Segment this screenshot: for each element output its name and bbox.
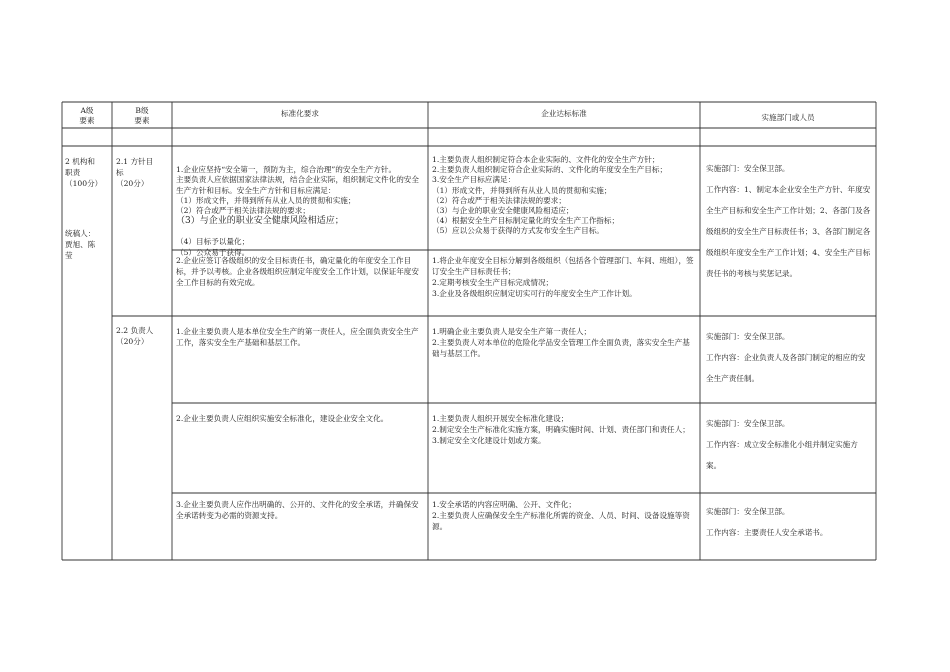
header-standard: 企业达标标准 <box>541 109 587 118</box>
requirement-highlight: （3）与企业的职业安全健康风险相适应； <box>176 216 344 227</box>
standard-2-2-1: 1.明确企业主要负责人是安全生产第一责任人； 2.主要负责人对本单位的危险化学品安全管理工作全面负责，落实安全生产基础与基层工作。 <box>432 327 690 358</box>
requirement-2-1-1 <box>176 155 424 257</box>
header-requirement: 标准化要求 <box>281 109 319 118</box>
standard-2-2-2: 1.主要负责人组织开展安全标准化建设； 2.制定安全生产标准化实施方案，明确实施时间、计划、责任部门和责任人； 3.制定安全文化建设计划或方案。 <box>432 414 690 445</box>
b-element-2-1: 2.1 方针目 标 （20分） <box>116 157 154 188</box>
department-2-1: 实施部门：安全保卫部。 工作内容：1、制定本企业安全生产方针、年度安全生产目标和安全生产工作计划；2、各部门及各级组织的安全生产目标责任书；3、各部门制定各级组织年度安全生产工作计划；4、安全生产目标责任书的考核与奖惩记录。 <box>706 164 871 278</box>
department-2-2-1: 实施部门：安全保卫部。 工作内容：企业负责人及各部门制定的相应的安全生产责任制。 <box>706 332 866 383</box>
requirement-2-2-2: 2.企业主要负责人应组织实施安全标准化，建设企业安全文化。 <box>176 414 389 423</box>
requirement-text: 1.企业应坚持“安全第一，预防为主，综合治理”的安全生产方针。 主要负责人应依据国家法律法规，结合企业实际，组织制定文件化的安全生产方针和目标。安全生产方针和目标应满足： （1）形成文件，并得到所有从业人员的贯彻和实施； （2）符合或严于相关法律法规的要求； <box>176 165 419 216</box>
header-a-level: A级 要素 <box>79 106 95 125</box>
standard-2-1-1: 1.主要负责人组织制定符合本企业实际的、文件化的安全生产方针； 2.主要负责人组织制定符合企业实际的、文件化的年度安全生产目标； 3.安全生产目标应满足： （1）形成文件，并得到所有从业人员的贯彻和实施； （2）符合或严于相关法律法规的要求； （3）与企业的职业安全健康风险相适应； （4）根据安全生产目标制定量化的安全生产工作指标； （5）应以公众易于获得的方式发布安全生产目标。 <box>432 155 668 236</box>
department-2-2-2: 实施部门：安全保卫部。 工作内容：成立安全标准化小组并制定实施方案。 <box>706 419 858 470</box>
header-b-level: B级 要素 <box>134 106 150 125</box>
a-element-name: 2 机构和 职责 （100分） <box>65 157 103 188</box>
department-2-2-3: 实施部门：安全保卫部。 工作内容：主要责任人安全承诺书。 <box>706 507 828 537</box>
standard-2-2-3: 1.安全承诺的内容应明确、公开、文件化； 2.主要负责人应确保安全生产标准化所需的资金、人员、时间、设备设施等资源。 <box>432 500 690 531</box>
a-element-editors: 统稿人： 贾旭、陈 莹 <box>65 229 96 260</box>
requirement-tail: （4）目标予以量化； （5）公众易于获得。 <box>176 237 250 257</box>
requirement-2-2-3: 3.企业主要负责人应作出明确的、公开的、文件化的安全承诺，并确保安全承诺转变为必需的资源支持。 <box>176 500 419 520</box>
requirement-2-1-2: 2.企业应签订各级组织的安全目标责任书，确定量化的年度安全工作目标，并予以考核。企业各级组织应制定年度安全工作计划，以保证年度安全工作目标的有效完成。 <box>176 256 419 287</box>
requirement-2-2-1: 1.企业主要负责人是本单位安全生产的第一责任人，应全面负责安全生产工作，落实安全生产基础和基层工作。 <box>176 327 419 347</box>
standard-2-1-2: 1.将企业年度安全目标分解到各级组织（包括各个管理部门、车间、班组），签订安全生产目标责任书； 2.定期考核安全生产目标完成情况； 3.企业及各级组织应制定切实可行的年度安全生产工作计划。 <box>432 256 694 298</box>
header-department: 实施部门或人员 <box>761 113 815 122</box>
b-element-2-2: 2.2 负责人 （20分） <box>116 326 154 346</box>
